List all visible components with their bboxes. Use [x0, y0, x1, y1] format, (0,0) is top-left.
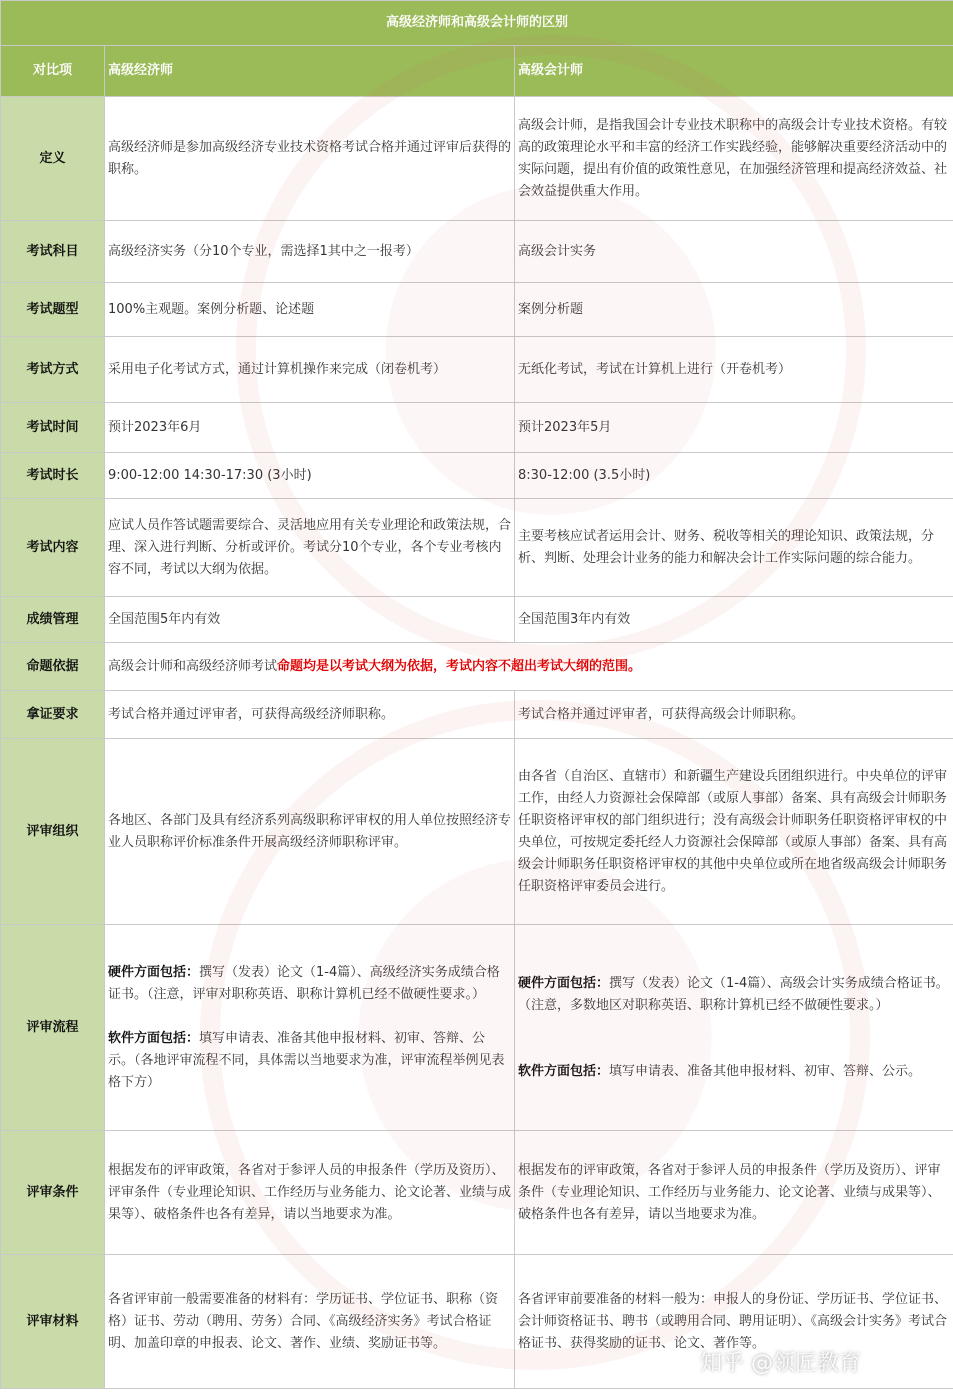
header-item: 对比项	[1, 46, 105, 97]
hardware-text: 撰写（发表）论文（1-4篇）、高级经济实务成绩合格证书。（注意，评审对职称英语、职称计算机已经不做硬性要求。）	[108, 964, 500, 1002]
paragraph-gap	[108, 1006, 511, 1028]
table-row	[1, 499, 953, 597]
economist-cell: 100%主观题。案例分析题、论述题	[105, 283, 515, 337]
economist-cell: 各地区、各部门及具有经济系列高级职称评审权的用人单位按照经济专业人员职称评价标准条件开展高级经济师职称评审。	[105, 739, 515, 925]
accountant-cell: 8:30-12:00 (3.5小时)	[515, 453, 953, 499]
row-label: 考试时间	[1, 403, 105, 453]
row-label: 评审条件	[1, 1131, 105, 1255]
accountant-cell: 预计2023年5月	[515, 403, 953, 453]
header-accountant: 高级会计师	[515, 46, 953, 97]
watermark-credit: 知乎 @领匠教育	[700, 1351, 861, 1376]
economist-cell: 应试人员作答试题需要综合、灵活地应用有关专业理论和政策法规，合理、深入进行判断、分析或评价。考试分10个专业，各个专业考核内容不同，考试以大纲为依据。	[105, 499, 515, 597]
basis-row	[1, 643, 953, 691]
economist-cell: 全国范围5年内有效	[105, 597, 515, 643]
accountant-cell: 案例分析题	[515, 283, 953, 337]
accountant-cell: 由各省（自治区、直辖市）和新疆生产建设兵团组织进行。中央单位的评审工作，由经人力资源社会保障部（或原人事部）备案、具有高级会计师职务任职资格评审权的部门组织进行；没有高级会计师职务任职资格评审权的中央单位，可按规定委托经人力资源社会保障部（或原人事部）备案、具有高级会计师职务任职资格评审权的其他中央单位或所在地省级高级会计师职务任职资格评审委员会进行。	[515, 739, 953, 925]
accountant-cell: 高级会计实务	[515, 221, 953, 283]
economist-hardware	[108, 962, 511, 1006]
software-text: 填写申请表、准备其他申报材料、初审、答辩、公示。	[609, 1063, 922, 1079]
economist-process-cell	[105, 925, 515, 1131]
table-row	[1, 453, 953, 499]
economist-cell: 9:00-12:00 14:30-17:30 (3小时)	[105, 453, 515, 499]
economist-cell: 高级经济师是参加高级经济专业技术资格考试合格并通过评审后获得的职称。	[105, 97, 515, 221]
row-label: 考试方式	[1, 337, 105, 403]
table-row	[1, 97, 953, 221]
hardware-label: 硬件方面包括：	[518, 975, 610, 991]
basis-cell	[105, 643, 953, 691]
table-row	[1, 283, 953, 337]
accountant-cell: 全国范围3年内有效	[515, 597, 953, 643]
row-label: 考试内容	[1, 499, 105, 597]
accountant-process-cell	[515, 925, 953, 1131]
economist-cell: 预计2023年6月	[105, 403, 515, 453]
row-label: 评审材料	[1, 1255, 105, 1389]
hardware-text: 撰写（发表）论文（1-4篇）、高级会计实务成绩合格证书。（注意，多数地区对职称英语、职称计算机已经不做硬性要求。）	[518, 975, 949, 1013]
row-label: 成绩管理	[1, 597, 105, 643]
economist-cell: 考试合格并通过评审者，可获得高级经济师职称。	[105, 691, 515, 739]
economist-software	[108, 1028, 511, 1094]
economist-cell: 采用电子化考试方式，通过计算机操作来完成（闭卷机考）	[105, 337, 515, 403]
row-label: 命题依据	[1, 643, 105, 691]
header-economist: 高级经济师	[105, 46, 515, 97]
row-label: 考试题型	[1, 283, 105, 337]
software-label: 软件方面包括：	[518, 1063, 610, 1079]
hardware-label: 硬件方面包括：	[108, 964, 200, 980]
table-title: 高级经济师和高级会计师的区别	[1, 1, 953, 46]
table-row	[1, 337, 953, 403]
row-label: 拿证要求	[1, 691, 105, 739]
basis-text: 高级会计师和高级经济师考试	[108, 658, 278, 674]
accountant-hardware	[518, 973, 950, 1017]
accountant-cell: 各省评审前要准备的材料一般为：申报人的身份证、学历证书、学位证书、会计师资格证书、聘书（或聘用合同、聘用证明）、《高级会计实务》考试合格证书、获得奖励的证书、论文、著作等。	[515, 1255, 953, 1389]
row-label: 考试时长	[1, 453, 105, 499]
table-row	[1, 691, 953, 739]
title-row	[1, 1, 953, 46]
paragraph-gap	[518, 1017, 950, 1061]
table-row	[1, 1131, 953, 1255]
row-label: 考试科目	[1, 221, 105, 283]
row-label: 评审流程	[1, 925, 105, 1131]
row-label: 定义	[1, 97, 105, 221]
economist-cell: 各省评审前一般需要准备的材料有：学历证书、学位证书、职称（资格）证书、劳动（聘用、劳务）合同、《高级经济实务》考试合格证明、加盖印章的申报表、论文、著作、业绩、奖励证书等。	[105, 1255, 515, 1389]
row-label: 评审组织	[1, 739, 105, 925]
economist-cell: 高级经济实务（分10个专业，需选择1其中之一报考）	[105, 221, 515, 283]
table-row	[1, 221, 953, 283]
table-row	[1, 403, 953, 453]
accountant-cell: 主要考核应试者运用会计、财务、税收等相关的理论知识、政策法规，分析、判断、处理会计业务的能力和解决会计工作实际问题的综合能力。	[515, 499, 953, 597]
accountant-cell: 考试合格并通过评审者，可获得高级会计师职称。	[515, 691, 953, 739]
table-row	[1, 739, 953, 925]
process-row	[1, 925, 953, 1131]
header-row	[1, 46, 953, 97]
accountant-cell: 无纸化考试，考试在计算机上进行（开卷机考）	[515, 337, 953, 403]
table-row	[1, 597, 953, 643]
software-label: 软件方面包括：	[108, 1030, 200, 1046]
accountant-cell: 根据发布的评审政策，各省对于参评人员的申报条件（学历及资历）、评审条件（专业理论知识、工作经历与业务能力、论文论著、业绩与成果等）、破格条件也各有差异，请以当地要求为准。	[515, 1131, 953, 1255]
accountant-cell: 高级会计师，是指我国会计专业技术职称中的高级会计专业技术资格。有较高的政策理论水平和丰富的经济工作实践经验，能够解决重要经济活动中的实际问题，提出有价值的政策性意见，在加强经济管理和提高经济效益、社会效益提供重大作用。	[515, 97, 953, 221]
accountant-software	[518, 1061, 950, 1083]
software-text: 填写申请表、准备其他申报材料、初审、答辩、公示。（各地评审流程不同，具体需以当地要求为准，评审流程举例见表格下方）	[108, 1030, 505, 1090]
economist-cell: 根据发布的评审政策，各省对于参评人员的申报条件（学历及资历）、评审条件（专业理论知识、工作经历与业务能力、论文论著、业绩与成果等）、破格条件也各有差异，请以当地要求为准。	[105, 1131, 515, 1255]
basis-emphasis-text: 命题均是以考试大纲为依据，考试内容不超出考试大纲的范围。	[277, 658, 642, 674]
